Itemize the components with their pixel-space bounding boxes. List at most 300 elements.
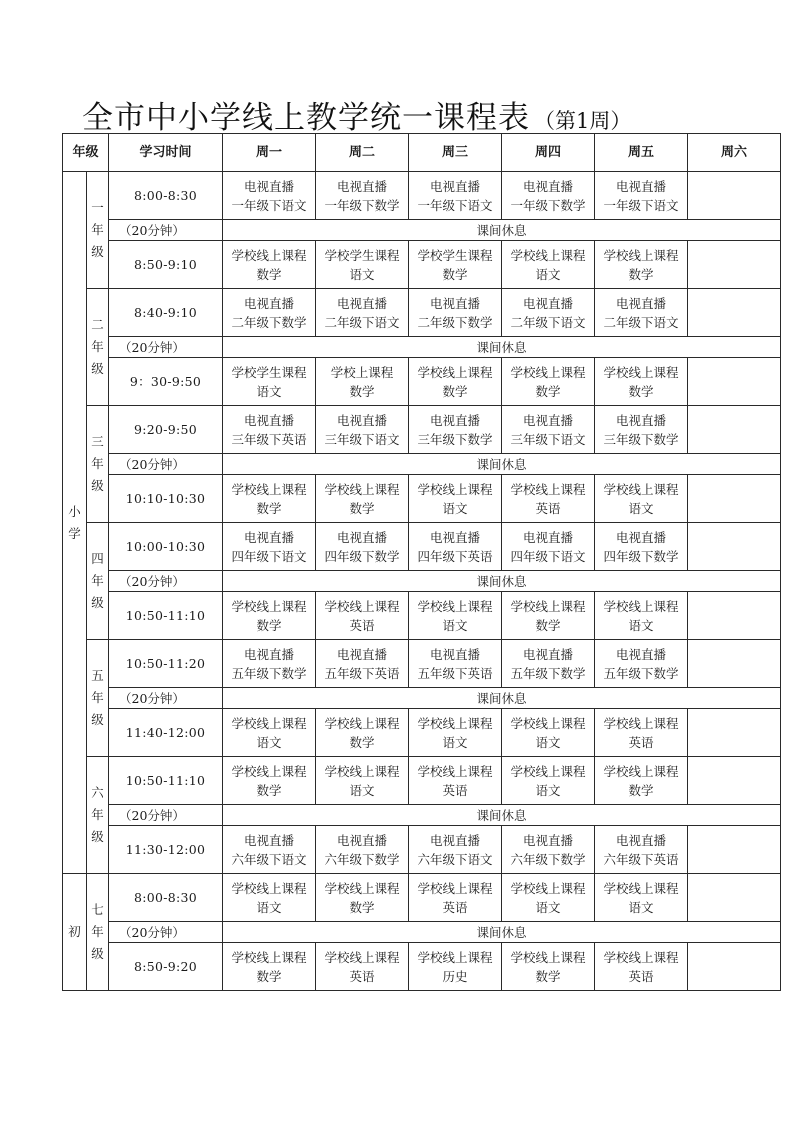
saturday-cell bbox=[688, 523, 781, 571]
lesson-type: 电视直播 bbox=[523, 178, 574, 194]
lesson-cell bbox=[595, 406, 688, 454]
lesson-cell bbox=[223, 640, 316, 688]
lesson-cell bbox=[595, 640, 688, 688]
grade-label: 七年级 bbox=[91, 902, 104, 961]
saturday-cell bbox=[688, 358, 781, 406]
stage-primary bbox=[63, 172, 87, 874]
lesson-subject: 语文 bbox=[628, 500, 654, 516]
lesson-type: 电视直播 bbox=[337, 178, 388, 194]
lesson-type: 学校学生课程 bbox=[417, 247, 493, 263]
lesson-cell bbox=[223, 826, 316, 874]
lesson-type: 学校线上课程 bbox=[510, 598, 586, 614]
page-title bbox=[82, 92, 631, 136]
lesson-subject: 三年级下语文 bbox=[324, 431, 400, 447]
header-day-fri: 周五 bbox=[595, 134, 688, 172]
break-duration: （20分钟） bbox=[109, 805, 223, 826]
header-row bbox=[63, 134, 781, 172]
lesson-type: 学校线上课程 bbox=[324, 949, 400, 965]
lesson-type: 学校线上课程 bbox=[417, 715, 493, 731]
break-row bbox=[63, 571, 781, 592]
lesson-cell bbox=[595, 757, 688, 805]
saturday-cell bbox=[688, 943, 781, 991]
lesson-subject: 数学 bbox=[628, 782, 654, 798]
lesson-cell bbox=[316, 709, 409, 757]
saturday-cell bbox=[688, 592, 781, 640]
lesson-type: 学校线上课程 bbox=[417, 364, 493, 380]
lesson-subject: 一年级下数学 bbox=[324, 197, 400, 213]
break-duration: （20分钟） bbox=[109, 688, 223, 709]
lesson-cell bbox=[409, 289, 502, 337]
lesson-subject: 四年级下语文 bbox=[510, 548, 586, 564]
lesson-type: 电视直播 bbox=[523, 529, 574, 545]
lesson-type: 电视直播 bbox=[616, 178, 667, 194]
lesson-type: 电视直播 bbox=[616, 646, 667, 662]
grade-label-cell bbox=[87, 289, 109, 406]
lesson-subject: 三年级下数学 bbox=[417, 431, 493, 447]
lesson-subject: 数学 bbox=[349, 383, 375, 399]
lesson-cell bbox=[595, 826, 688, 874]
lesson-type: 学校线上课程 bbox=[231, 247, 307, 263]
break-label: 课间休息 bbox=[223, 688, 781, 709]
lesson-cell bbox=[502, 757, 595, 805]
lesson-subject: 五年级下数学 bbox=[510, 665, 586, 681]
time-cell: 8:00-8:30 bbox=[109, 874, 223, 922]
lesson-subject: 四年级下英语 bbox=[417, 548, 493, 564]
lesson-cell bbox=[502, 826, 595, 874]
lesson-type: 学校线上课程 bbox=[324, 715, 400, 731]
lesson-type: 学校线上课程 bbox=[603, 481, 679, 497]
break-row bbox=[63, 337, 781, 358]
break-label: 课间休息 bbox=[223, 922, 781, 943]
lesson-subject: 四年级下语文 bbox=[231, 548, 307, 564]
header-day-tue: 周二 bbox=[316, 134, 409, 172]
lesson-cell bbox=[502, 358, 595, 406]
lesson-subject: 数学 bbox=[535, 968, 561, 984]
lesson-type: 学校线上课程 bbox=[603, 715, 679, 731]
lesson-subject: 英语 bbox=[349, 968, 375, 984]
grade-label: 六年级 bbox=[91, 785, 104, 844]
lesson-type: 电视直播 bbox=[523, 295, 574, 311]
lesson-type: 电视直播 bbox=[523, 646, 574, 662]
break-duration: （20分钟） bbox=[109, 571, 223, 592]
lesson-type: 学校线上课程 bbox=[510, 715, 586, 731]
time-cell: 8:50-9:20 bbox=[109, 943, 223, 991]
lesson-subject: 二年级下语文 bbox=[324, 314, 400, 330]
lesson-subject: 三年级下英语 bbox=[231, 431, 307, 447]
break-label: 课间休息 bbox=[223, 337, 781, 358]
lesson-subject: 英语 bbox=[349, 617, 375, 633]
lesson-cell bbox=[409, 172, 502, 220]
lesson-cell bbox=[316, 640, 409, 688]
lesson-subject: 英语 bbox=[628, 734, 654, 750]
lesson-subject: 六年级下数学 bbox=[324, 851, 400, 867]
lesson-cell bbox=[316, 172, 409, 220]
lesson-row bbox=[63, 406, 781, 454]
lesson-cell bbox=[502, 523, 595, 571]
lesson-type: 学校线上课程 bbox=[231, 715, 307, 731]
lesson-cell bbox=[316, 592, 409, 640]
lesson-subject: 三年级下语文 bbox=[510, 431, 586, 447]
lesson-cell bbox=[223, 475, 316, 523]
header-grade: 年级 bbox=[63, 134, 109, 172]
lesson-row bbox=[63, 709, 781, 757]
lesson-cell bbox=[316, 241, 409, 289]
lesson-type: 电视直播 bbox=[244, 832, 295, 848]
lesson-type: 学校上课程 bbox=[330, 364, 394, 380]
lesson-cell bbox=[409, 406, 502, 454]
lesson-subject: 六年级下英语 bbox=[603, 851, 679, 867]
lesson-cell bbox=[409, 523, 502, 571]
lesson-type: 电视直播 bbox=[337, 832, 388, 848]
lesson-type: 学校线上课程 bbox=[603, 247, 679, 263]
header-time: 学习时间 bbox=[109, 134, 223, 172]
lesson-cell bbox=[409, 592, 502, 640]
lesson-type: 电视直播 bbox=[337, 529, 388, 545]
lesson-type: 学校线上课程 bbox=[324, 598, 400, 614]
lesson-type: 学校线上课程 bbox=[510, 763, 586, 779]
lesson-cell bbox=[595, 874, 688, 922]
break-row bbox=[63, 220, 781, 241]
lesson-type: 学校线上课程 bbox=[603, 949, 679, 965]
lesson-cell bbox=[595, 172, 688, 220]
lesson-type: 学校线上课程 bbox=[231, 949, 307, 965]
saturday-cell bbox=[688, 172, 781, 220]
lesson-cell bbox=[409, 757, 502, 805]
lesson-cell bbox=[595, 523, 688, 571]
time-cell: 8:40-9:10 bbox=[109, 289, 223, 337]
grade-label-cell bbox=[87, 640, 109, 757]
lesson-subject: 五年级下英语 bbox=[324, 665, 400, 681]
lesson-cell bbox=[316, 475, 409, 523]
lesson-type: 学校线上课程 bbox=[324, 481, 400, 497]
lesson-type: 学校线上课程 bbox=[231, 481, 307, 497]
lesson-cell bbox=[223, 874, 316, 922]
lesson-type: 学校线上课程 bbox=[417, 598, 493, 614]
lesson-cell bbox=[223, 592, 316, 640]
lesson-subject: 语文 bbox=[628, 899, 654, 915]
grade-label-cell bbox=[87, 172, 109, 289]
saturday-cell bbox=[688, 640, 781, 688]
lesson-type: 电视直播 bbox=[616, 295, 667, 311]
break-duration: （20分钟） bbox=[109, 220, 223, 241]
lesson-type: 电视直播 bbox=[430, 295, 481, 311]
time-cell: 8:00-8:30 bbox=[109, 172, 223, 220]
lesson-cell bbox=[502, 709, 595, 757]
lesson-subject: 语文 bbox=[535, 734, 561, 750]
lesson-type: 学校线上课程 bbox=[324, 763, 400, 779]
lesson-subject: 一年级下数学 bbox=[510, 197, 586, 213]
lesson-cell bbox=[502, 874, 595, 922]
lesson-subject: 五年级下数学 bbox=[231, 665, 307, 681]
lesson-type: 电视直播 bbox=[337, 412, 388, 428]
lesson-cell bbox=[409, 475, 502, 523]
break-label: 课间休息 bbox=[223, 220, 781, 241]
time-cell: 11:30-12:00 bbox=[109, 826, 223, 874]
break-label: 课间休息 bbox=[223, 571, 781, 592]
lesson-subject: 数学 bbox=[628, 266, 654, 282]
lesson-type: 学校线上课程 bbox=[510, 247, 586, 263]
lesson-row bbox=[63, 289, 781, 337]
lesson-type: 电视直播 bbox=[430, 178, 481, 194]
lesson-cell bbox=[409, 358, 502, 406]
lesson-subject: 英语 bbox=[442, 782, 468, 798]
break-label: 课间休息 bbox=[223, 805, 781, 826]
lesson-row bbox=[63, 757, 781, 805]
lesson-subject: 二年级下数学 bbox=[417, 314, 493, 330]
lesson-subject: 数学 bbox=[256, 617, 282, 633]
lesson-type: 学校线上课程 bbox=[603, 880, 679, 896]
lesson-subject: 语文 bbox=[535, 266, 561, 282]
lesson-type: 电视直播 bbox=[244, 646, 295, 662]
lesson-cell bbox=[502, 640, 595, 688]
time-cell: 11:40-12:00 bbox=[109, 709, 223, 757]
lesson-type: 学校线上课程 bbox=[231, 763, 307, 779]
lesson-subject: 四年级下数学 bbox=[324, 548, 400, 564]
time-cell: 10:10-10:30 bbox=[109, 475, 223, 523]
break-row bbox=[63, 922, 781, 943]
lesson-cell bbox=[223, 289, 316, 337]
lesson-subject: 语文 bbox=[256, 383, 282, 399]
saturday-cell bbox=[688, 241, 781, 289]
time-cell: 10:50-11:10 bbox=[109, 757, 223, 805]
stage-junior bbox=[63, 874, 87, 991]
stage-junior-label: 初 bbox=[68, 924, 81, 939]
lesson-cell bbox=[316, 523, 409, 571]
lesson-cell bbox=[595, 241, 688, 289]
lesson-cell bbox=[223, 757, 316, 805]
lesson-cell bbox=[223, 358, 316, 406]
break-duration: （20分钟） bbox=[109, 337, 223, 358]
break-row bbox=[63, 805, 781, 826]
lesson-cell bbox=[595, 943, 688, 991]
grade-label-cell bbox=[87, 757, 109, 874]
lesson-type: 电视直播 bbox=[430, 529, 481, 545]
grade-label: 四年级 bbox=[91, 551, 104, 610]
lesson-type: 学校线上课程 bbox=[510, 949, 586, 965]
lesson-cell bbox=[223, 523, 316, 571]
time-cell: 10:50-11:10 bbox=[109, 592, 223, 640]
lesson-cell bbox=[409, 874, 502, 922]
saturday-cell bbox=[688, 874, 781, 922]
grade-label-cell bbox=[87, 406, 109, 523]
lesson-type: 电视直播 bbox=[337, 295, 388, 311]
lesson-type: 电视直播 bbox=[244, 295, 295, 311]
lesson-type: 学校线上课程 bbox=[231, 880, 307, 896]
break-duration: （20分钟） bbox=[109, 454, 223, 475]
saturday-cell bbox=[688, 709, 781, 757]
lesson-subject: 二年级下语文 bbox=[603, 314, 679, 330]
lesson-type: 学校学生课程 bbox=[231, 364, 307, 380]
lesson-row bbox=[63, 640, 781, 688]
lesson-cell bbox=[595, 475, 688, 523]
lesson-subject: 数学 bbox=[535, 617, 561, 633]
lesson-subject: 三年级下数学 bbox=[603, 431, 679, 447]
lesson-type: 电视直播 bbox=[523, 412, 574, 428]
lesson-subject: 五年级下数学 bbox=[603, 665, 679, 681]
lesson-subject: 数学 bbox=[256, 500, 282, 516]
lesson-type: 电视直播 bbox=[523, 832, 574, 848]
lesson-subject: 语文 bbox=[442, 500, 468, 516]
lesson-cell bbox=[223, 709, 316, 757]
lesson-cell bbox=[316, 757, 409, 805]
lesson-type: 电视直播 bbox=[244, 178, 295, 194]
lesson-type: 电视直播 bbox=[244, 412, 295, 428]
saturday-cell bbox=[688, 475, 781, 523]
saturday-cell bbox=[688, 826, 781, 874]
time-cell: 8:50-9:10 bbox=[109, 241, 223, 289]
lesson-subject: 语文 bbox=[442, 734, 468, 750]
lesson-subject: 二年级下数学 bbox=[231, 314, 307, 330]
lesson-type: 电视直播 bbox=[616, 832, 667, 848]
lesson-cell bbox=[316, 943, 409, 991]
lesson-cell bbox=[595, 358, 688, 406]
lesson-subject: 语文 bbox=[628, 617, 654, 633]
time-cell: 10:00-10:30 bbox=[109, 523, 223, 571]
stage-primary-label: 小学 bbox=[68, 503, 81, 541]
lesson-subject: 六年级下语文 bbox=[231, 851, 307, 867]
lesson-type: 学校线上课程 bbox=[417, 949, 493, 965]
time-cell: 10:50-11:20 bbox=[109, 640, 223, 688]
lesson-row bbox=[63, 943, 781, 991]
lesson-subject: 六年级下语文 bbox=[417, 851, 493, 867]
lesson-row bbox=[63, 523, 781, 571]
break-row bbox=[63, 454, 781, 475]
lesson-subject: 数学 bbox=[628, 383, 654, 399]
lesson-subject: 数学 bbox=[349, 899, 375, 915]
break-duration: （20分钟） bbox=[109, 922, 223, 943]
lesson-subject: 英语 bbox=[442, 899, 468, 915]
lesson-subject: 一年级下语文 bbox=[231, 197, 307, 213]
lesson-subject: 数学 bbox=[349, 500, 375, 516]
break-row bbox=[63, 688, 781, 709]
lesson-row bbox=[63, 592, 781, 640]
lesson-type: 学校线上课程 bbox=[603, 364, 679, 380]
lesson-subject: 数学 bbox=[256, 266, 282, 282]
lesson-subject: 语文 bbox=[349, 266, 375, 282]
lesson-cell bbox=[502, 943, 595, 991]
lesson-type: 学校线上课程 bbox=[417, 880, 493, 896]
lesson-type: 电视直播 bbox=[430, 646, 481, 662]
lesson-subject: 二年级下语文 bbox=[510, 314, 586, 330]
lesson-type: 学校线上课程 bbox=[417, 481, 493, 497]
lesson-cell bbox=[409, 709, 502, 757]
lesson-subject: 数学 bbox=[535, 383, 561, 399]
header-day-thu: 周四 bbox=[502, 134, 595, 172]
lesson-cell bbox=[409, 826, 502, 874]
lesson-cell bbox=[502, 241, 595, 289]
lesson-cell bbox=[595, 709, 688, 757]
lesson-subject: 一年级下语文 bbox=[603, 197, 679, 213]
grade-label: 二年级 bbox=[91, 317, 104, 376]
grade-label: 一年级 bbox=[91, 200, 104, 259]
lesson-cell bbox=[223, 943, 316, 991]
lesson-subject: 语文 bbox=[535, 782, 561, 798]
title-main: 全市中小学线上教学统一课程表 bbox=[82, 100, 530, 136]
lesson-type: 学校线上课程 bbox=[603, 763, 679, 779]
lesson-type: 电视直播 bbox=[337, 646, 388, 662]
lesson-cell bbox=[316, 406, 409, 454]
lesson-type: 电视直播 bbox=[616, 412, 667, 428]
lesson-row bbox=[63, 826, 781, 874]
lesson-cell bbox=[223, 172, 316, 220]
lesson-cell bbox=[316, 358, 409, 406]
lesson-subject: 数学 bbox=[256, 782, 282, 798]
lesson-row bbox=[63, 358, 781, 406]
lesson-subject: 历史 bbox=[442, 968, 468, 984]
lesson-cell bbox=[502, 289, 595, 337]
lesson-type: 学校线上课程 bbox=[324, 880, 400, 896]
grade-label-cell bbox=[87, 874, 109, 991]
lesson-cell bbox=[409, 241, 502, 289]
lesson-subject: 五年级下英语 bbox=[417, 665, 493, 681]
lesson-cell bbox=[502, 475, 595, 523]
saturday-cell bbox=[688, 757, 781, 805]
lesson-subject: 语文 bbox=[256, 899, 282, 915]
lesson-type: 学校线上课程 bbox=[510, 481, 586, 497]
schedule-table bbox=[62, 133, 781, 991]
lesson-subject: 数学 bbox=[442, 266, 468, 282]
grade-label: 五年级 bbox=[91, 668, 104, 727]
lesson-cell bbox=[409, 943, 502, 991]
header-day-wed: 周三 bbox=[409, 134, 502, 172]
lesson-subject: 数学 bbox=[442, 383, 468, 399]
lesson-row bbox=[63, 874, 781, 922]
lesson-type: 电视直播 bbox=[244, 529, 295, 545]
lesson-subject: 数学 bbox=[349, 734, 375, 750]
lesson-cell bbox=[595, 289, 688, 337]
lesson-type: 学校学生课程 bbox=[324, 247, 400, 263]
grade-label: 三年级 bbox=[91, 434, 104, 493]
lesson-cell bbox=[223, 241, 316, 289]
time-cell: 9：30-9:50 bbox=[109, 358, 223, 406]
lesson-subject: 六年级下数学 bbox=[510, 851, 586, 867]
lesson-subject: 语文 bbox=[256, 734, 282, 750]
lesson-subject: 四年级下数学 bbox=[603, 548, 679, 564]
lesson-cell bbox=[595, 592, 688, 640]
lesson-cell bbox=[316, 826, 409, 874]
lesson-type: 学校线上课程 bbox=[417, 763, 493, 779]
time-cell: 9:20-9:50 bbox=[109, 406, 223, 454]
lesson-subject: 英语 bbox=[535, 500, 561, 516]
lesson-row bbox=[63, 241, 781, 289]
lesson-cell bbox=[316, 874, 409, 922]
lesson-type: 学校线上课程 bbox=[510, 880, 586, 896]
lesson-subject: 数学 bbox=[256, 968, 282, 984]
grade-label-cell bbox=[87, 523, 109, 640]
lesson-subject: 一年级下语文 bbox=[417, 197, 493, 213]
lesson-cell bbox=[223, 406, 316, 454]
lesson-subject: 语文 bbox=[535, 899, 561, 915]
lesson-type: 电视直播 bbox=[430, 412, 481, 428]
lesson-cell bbox=[502, 172, 595, 220]
lesson-subject: 英语 bbox=[628, 968, 654, 984]
lesson-type: 学校线上课程 bbox=[510, 364, 586, 380]
lesson-type: 学校线上课程 bbox=[603, 598, 679, 614]
title-week: （第1周） bbox=[534, 109, 632, 133]
lesson-row bbox=[63, 172, 781, 220]
lesson-subject: 语文 bbox=[349, 782, 375, 798]
break-label: 课间休息 bbox=[223, 454, 781, 475]
lesson-row bbox=[63, 475, 781, 523]
lesson-cell bbox=[316, 289, 409, 337]
saturday-cell bbox=[688, 406, 781, 454]
lesson-cell bbox=[502, 406, 595, 454]
header-day-sat: 周六 bbox=[688, 134, 781, 172]
lesson-cell bbox=[409, 640, 502, 688]
lesson-type: 电视直播 bbox=[430, 832, 481, 848]
header-day-mon: 周一 bbox=[223, 134, 316, 172]
lesson-type: 学校线上课程 bbox=[231, 598, 307, 614]
